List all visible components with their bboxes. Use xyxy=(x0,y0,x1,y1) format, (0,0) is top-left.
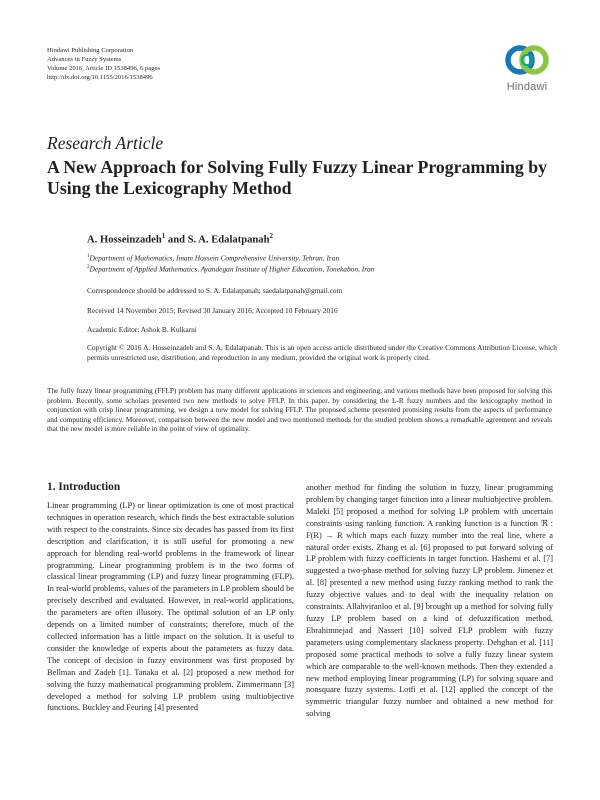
abstract: The fully fuzzy linear programming (FFLP) problem has many different applications in sciences and engineering, and various methods have been proposed for solving this problem. Recently, some scholars presented two new methods to solve FFLP. In this paper, by considering the L-R fuzzy numbers and the lexicography method in conjunction with crisp linear programming, we design a new model for solving FFLP. The proposed scheme presented promising results from the aspects of performance and computing efficiency. Moreover, comparison between the new model and two mentioned methods for the studied problem shows a remarkable agreement and reveals that the new model is more reliable in the point of view of optimality. xyxy=(47,386,552,434)
affiliation-marker: 1 xyxy=(161,232,166,240)
affiliations xyxy=(87,252,557,274)
article-dates: Received 14 November 2015; Revised 30 January 2016; Accepted 10 February 2016 xyxy=(87,306,338,315)
correspondence: Correspondence should be addressed to S. A. Edalatpanah; saedalatpanah@gmail.com xyxy=(87,286,343,295)
copyright-notice: Copyright © 2016 A. Hosseinzadeh and S. A. Edalatpanah. This is an open access article distributed under the Creative Commons Attribution License, which permits unrestricted use, distribution, and reproduction in any medium, provided the original work is properly cited. xyxy=(87,343,557,362)
body-column-right: another method for finding the solution in fuzzy, linear programming problem by changing target function into a linear multiobjective problem. Maleki [5] proposed a method for solving LP problem with uncertain constraints using ranking function. A ranking function is a function ℜ : F(R) → R which maps each fuzzy number into the real line, where a natural order exists. Zhang et al. [6] proposed to put forward solving of LP problem with fuzzy coefficients in target function. Hashemi et al. [7] suggested a two-phase method for solving fuzzy LP problem. Jimenez et al. [8] presented a new method using fuzzy ranking method to rank the fuzzy objective values and to deal with the inequality relation on constraints. Allahviranloo et al. [9] brought up a method for solving fully fuzzy LP problem based on a kind of defuzzification method. Ebrahimnejad and Nasseri [10] solved FLP problem with fuzzy parameters using complementary slackness property. Dehghan et al. [11] proposed some practical methods to solve a fully fuzzy linear system which are comparable to the well-known methods. Then they extended a new method employing linear programming (LP) for solving square and nonsquare fuzzy systems. Lotfi et al. [12] applied the concept of the symmetric triangular fuzzy number and obtained a new method for solving xyxy=(306,483,553,719)
volume-info: Volume 2016, Article ID 1538496, 6 pages xyxy=(47,65,161,72)
journal-masthead xyxy=(47,46,160,82)
doi-link[interactable]: http://dx.doi.org/10.1155/2016/1538496 xyxy=(47,74,153,81)
journal-name: Advances in Fuzzy Systems xyxy=(47,56,122,63)
author-list xyxy=(87,232,273,246)
affiliation-marker: 2 xyxy=(269,232,273,240)
academic-editor: Academic Editor: Ashok B. Kulkarni xyxy=(87,325,197,334)
section-heading: 1. Introduction xyxy=(47,481,121,493)
publisher-name: Hindawi Publishing Corporation xyxy=(47,47,134,54)
logo-text: Hindawi xyxy=(506,81,548,93)
hindawi-rings-icon xyxy=(504,40,550,80)
hindawi-logo xyxy=(498,40,556,93)
article-title: A New Approach for Solving Fully Fuzzy Linear Programming by Using the Lexicography Method xyxy=(47,157,548,198)
article-type: Research Article xyxy=(47,133,164,153)
author-name[interactable]: S. A. Edalatpanah xyxy=(187,234,270,246)
author-joiner: and xyxy=(165,234,188,246)
affiliation: $^1$Department of Mathematics, Imam Hossein Comprehensive University, Tehran, Iran xyxy=(87,253,340,263)
author-name[interactable]: A. Hosseinzadeh xyxy=(87,234,162,246)
affiliation: $^2$Department of Applied Mathematics, Ayandegan Institute of Higher Education, Tonekabon, Iran xyxy=(87,264,375,274)
body-column-left: Linear programming (LP) or linear optimization is one of most practical techniques in operation research, which finds the best extractable solution with respect to the constraints. Since six decades has passed from its first description and clarification, it is still useful for promoting a new approach for blending real-world problems in the framework of linear programming. Linear programming problem is in the two forms of classical linear programming (LP) and fuzzy linear programming (FLP). In real-world problems, values of the parameters in LP problem should be precisely described and evaluated. However, in real-world applications, the parameters are often illusory. The optimal solution of an LP only depends on a limited number of constraints; therefore, much of the collected information has a little impact on the solution. It is useful to consider the knowledge of experts about the parameters as fuzzy data. The concept of decision in fuzzy environment was first proposed by Bellman and Zadeh [1]. Tanaka et al. [2] proposed a new method for solving the fuzzy mathematical programming problem. Zimmermann [3] developed a method for solving LP problem using multiobjective functions. Buckley and Feuring [4] presented xyxy=(47,501,294,713)
